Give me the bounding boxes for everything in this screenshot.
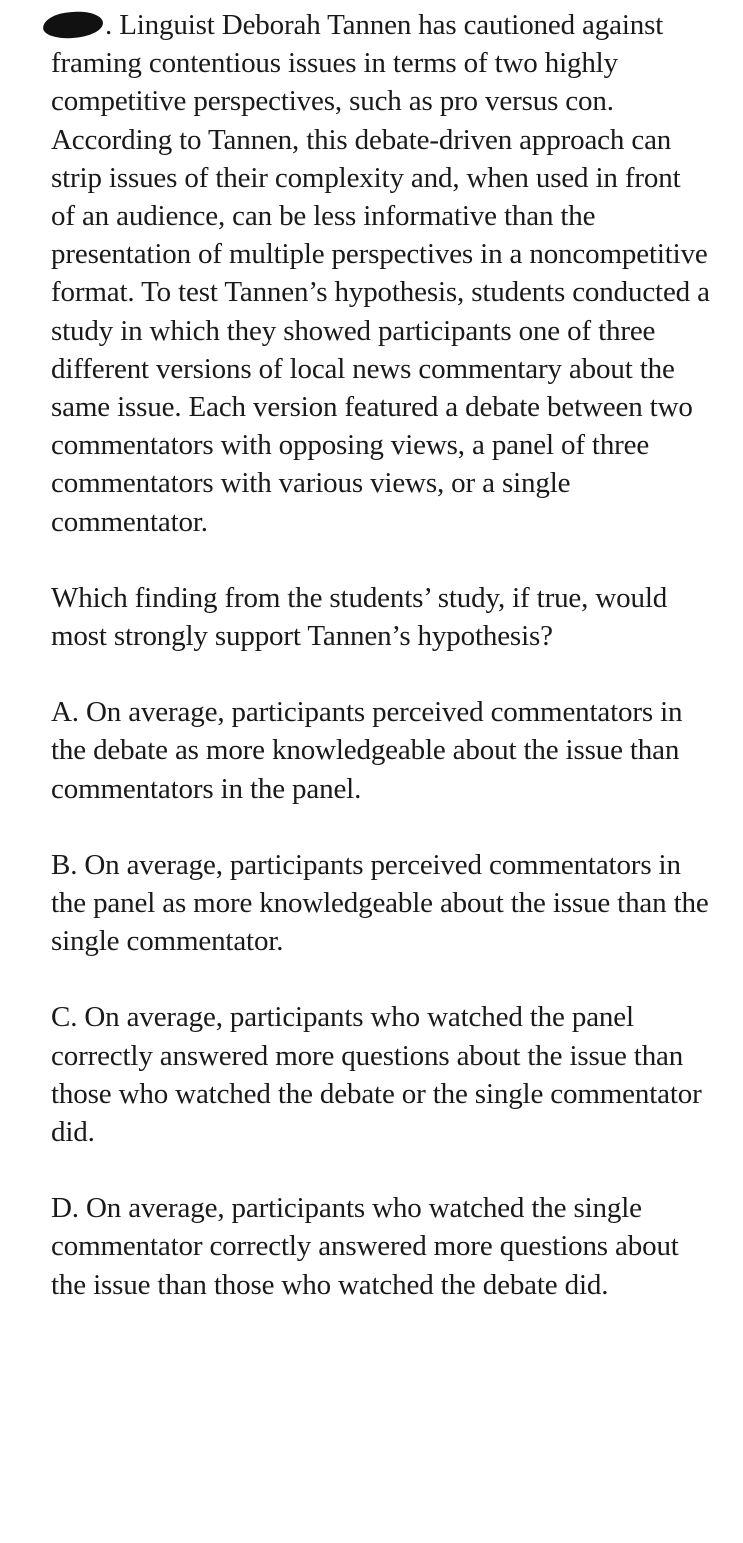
passage-paragraph	[51, 6, 711, 541]
answer-choice-a[interactable]: A. On average, participants perceived commentators in the debate as more knowledgeable about the issue than commentators in the panel.	[51, 696, 683, 805]
answer-choice-c[interactable]: C. On average, participants who watched the panel correctly answered more questions about the issue than those who watched the debate or the single commentator did.	[51, 1001, 702, 1149]
answer-choice-b[interactable]: B. On average, participants perceived commentators in the panel as more knowledgeable about the issue than the single commentator.	[51, 848, 709, 958]
redaction-mark	[42, 10, 103, 39]
question-prompt: Which finding from the students’ study, if true, would most strongly support Tannen’s hypothesis?	[51, 581, 668, 653]
passage-text: . Linguist Deborah Tannen has cautioned against framing contentious issues in terms of two highly competitive perspectives, such as pro versus con. According to Tannen, this debate-driven approach can strip issues of their complexity and, when used in front of an audience, can be less informative than the presentation of multiple perspectives in a noncompetitive format. To test Tannen’s hypothesis, students conducted a study in which they showed participants one of three different versions of local news commentary about the same issue. Each version featured a debate between two commentators with opposing views, a panel of three commentators with various views, or a single commentator.	[51, 9, 710, 538]
answer-choice-d[interactable]: D. On average, participants who watched the single commentator correctly answered more questions about the issue than those who watched the debate did.	[51, 1192, 679, 1301]
question-document	[51, 6, 711, 1304]
